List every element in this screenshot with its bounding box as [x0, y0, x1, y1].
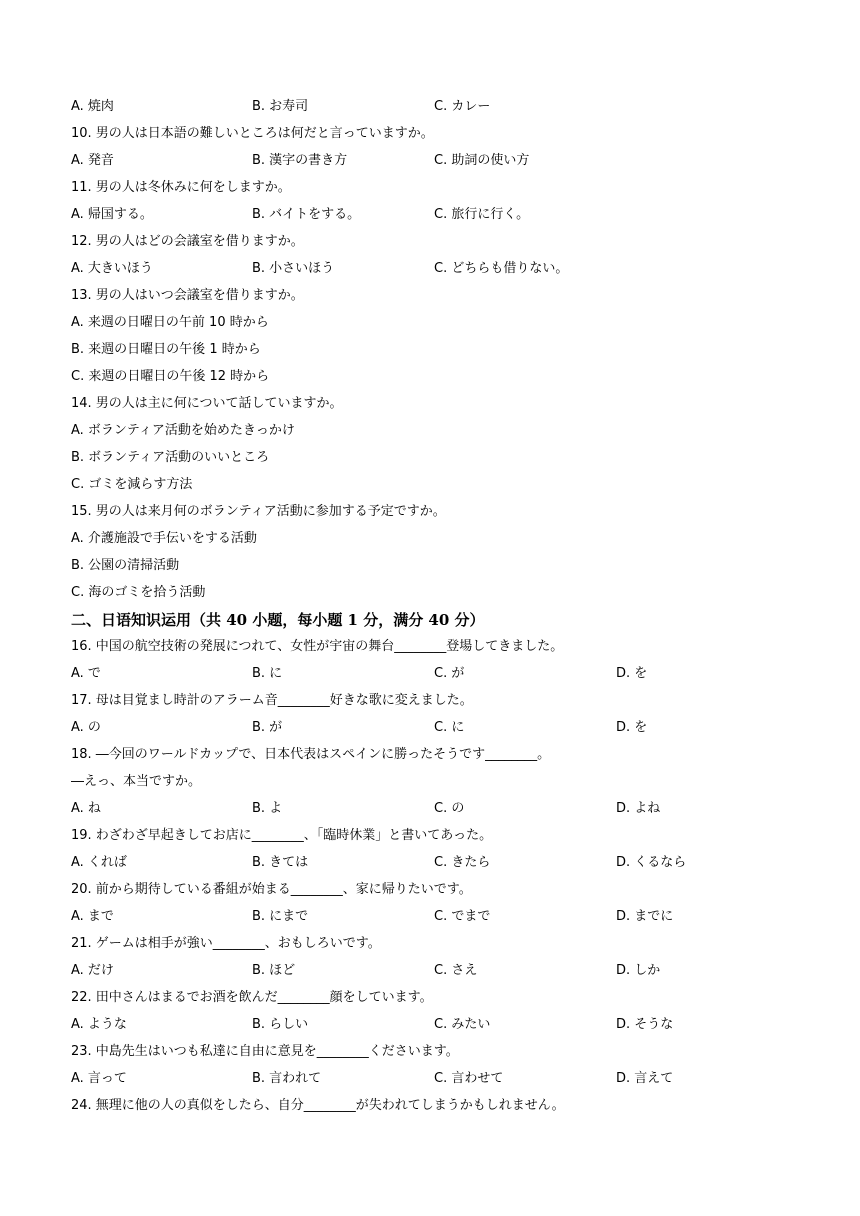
answer-option: A. 言って	[71, 1071, 127, 1086]
question-line: B. 来週の日曜日の午後 1 時から	[71, 342, 261, 357]
answer-option: D. よね	[616, 801, 661, 816]
section-heading: 二、日语知识运用（共 40 小题，每小题 1 分，满分 40 分）	[71, 611, 485, 629]
answer-option: B. が	[252, 720, 283, 735]
answer-option: B. きては	[252, 855, 309, 870]
question-line: 10. 男の人は日本語の難しいところは何だと言っていますか。	[71, 126, 434, 141]
answer-option: A. の	[71, 720, 101, 735]
question-line: 14. 男の人は主に何について話していますか。	[71, 396, 343, 411]
option-row	[0, 151, 860, 171]
option-row	[0, 664, 860, 684]
question-line: 13. 男の人はいつ会議室を借りますか。	[71, 288, 304, 303]
question-line: B. ボランティア活動のいいところ	[71, 450, 270, 465]
option-row	[0, 961, 860, 981]
question-line: 16. 中国の航空技術の発展につれて、女性が宇宙の舞台________登場してきました。	[71, 639, 564, 654]
question-line: 17. 母は目覚まし時計のアラーム音________好きな歌に変えました。	[71, 693, 473, 708]
answer-option: A. まで	[71, 909, 114, 924]
answer-option: B. らしい	[252, 1017, 309, 1032]
question-line: C. 海のゴミを拾う活動	[71, 585, 206, 600]
answer-option: A. 焼肉	[71, 99, 114, 114]
answer-option: A. くれば	[71, 855, 127, 870]
answer-option: C. でまで	[434, 909, 491, 924]
option-row	[0, 1069, 860, 1089]
question-line: 23. 中島先生はいつも私達に自由に意見を________くださいます。	[71, 1044, 459, 1059]
answer-option: D. までに	[616, 909, 674, 924]
option-row	[0, 853, 860, 873]
option-row	[0, 799, 860, 819]
question-line: A. 来週の日曜日の午前 10 時から	[71, 315, 269, 330]
answer-option: A. だけ	[71, 963, 114, 978]
question-line: 18. ―今回のワールドカップで、日本代表はスペインに勝ったそうです________。	[71, 747, 551, 762]
answer-option: D. くるなら	[616, 855, 687, 870]
answer-option: A. ような	[71, 1017, 127, 1032]
answer-option: B. にまで	[252, 909, 309, 924]
answer-option: D. しか	[616, 963, 661, 978]
option-row	[0, 907, 860, 927]
answer-option: C. 助詞の使い方	[434, 153, 530, 168]
answer-option: A. ね	[71, 801, 101, 816]
question-line: 24. 無理に他の人の真似をしたら、自分________が失われてしまうかもしれません。	[71, 1098, 565, 1113]
option-row	[0, 205, 860, 225]
answer-option: B. お寿司	[252, 99, 309, 114]
question-line: C. 来週の日曜日の午後 12 時から	[71, 369, 270, 384]
answer-option: C. に	[434, 720, 465, 735]
answer-option: B. 小さいほう	[252, 261, 335, 276]
answer-option: D. 言えて	[616, 1071, 674, 1086]
answer-option: B. 言われて	[252, 1071, 322, 1086]
answer-option: C. カレー	[434, 99, 491, 114]
answer-option: B. ほど	[252, 963, 296, 978]
question-line: 11. 男の人は冬休みに何をしますか。	[71, 180, 291, 195]
question-line: 20. 前から期待している番組が始まる________、家に帰りたいです。	[71, 882, 472, 897]
answer-option: A. で	[71, 666, 101, 681]
answer-option: C. きたら	[434, 855, 491, 870]
option-row	[0, 97, 860, 117]
option-row	[0, 718, 860, 738]
answer-option: A. 発音	[71, 153, 114, 168]
answer-option: C. の	[434, 801, 465, 816]
question-line: ―えっ、本当ですか。	[71, 774, 202, 789]
question-line: 21. ゲームは相手が強い________、おもしろいです。	[71, 936, 381, 951]
option-row	[0, 259, 860, 279]
option-row	[0, 1015, 860, 1035]
question-line: 12. 男の人はどの会議室を借りますか。	[71, 234, 304, 249]
answer-option: C. さえ	[434, 963, 478, 978]
question-line: C. ゴミを減らす方法	[71, 477, 193, 492]
question-line: A. ボランティア活動を始めたきっかけ	[71, 423, 295, 438]
answer-option: C. 旅行に行く。	[434, 207, 530, 222]
answer-option: D. を	[616, 666, 648, 681]
answer-option: D. そうな	[616, 1017, 674, 1032]
answer-option: C. みたい	[434, 1017, 491, 1032]
question-line: B. 公園の清掃活動	[71, 558, 180, 573]
answer-option: B. よ	[252, 801, 283, 816]
answer-option: D. を	[616, 720, 648, 735]
answer-option: C. が	[434, 666, 465, 681]
answer-option: B. 漢字の書き方	[252, 153, 348, 168]
answer-option: A. 大きいほう	[71, 261, 153, 276]
answer-option: B. バイトをする。	[252, 207, 361, 222]
question-line: A. 介護施設で手伝いをする活動	[71, 531, 257, 546]
question-line: 15. 男の人は来月何のボランティア活動に参加する予定ですか。	[71, 504, 446, 519]
question-line: 19. わざわざ早起きしてお店に________、「臨時休業」と書いてあった。	[71, 828, 493, 843]
question-line: 22. 田中さんはまるでお酒を飲んだ________顔をしています。	[71, 990, 433, 1005]
answer-option: B. に	[252, 666, 283, 681]
answer-option: A. 帰国する。	[71, 207, 153, 222]
answer-option: C. 言わせて	[434, 1071, 504, 1086]
answer-option: C. どちらも借りない。	[434, 261, 569, 276]
